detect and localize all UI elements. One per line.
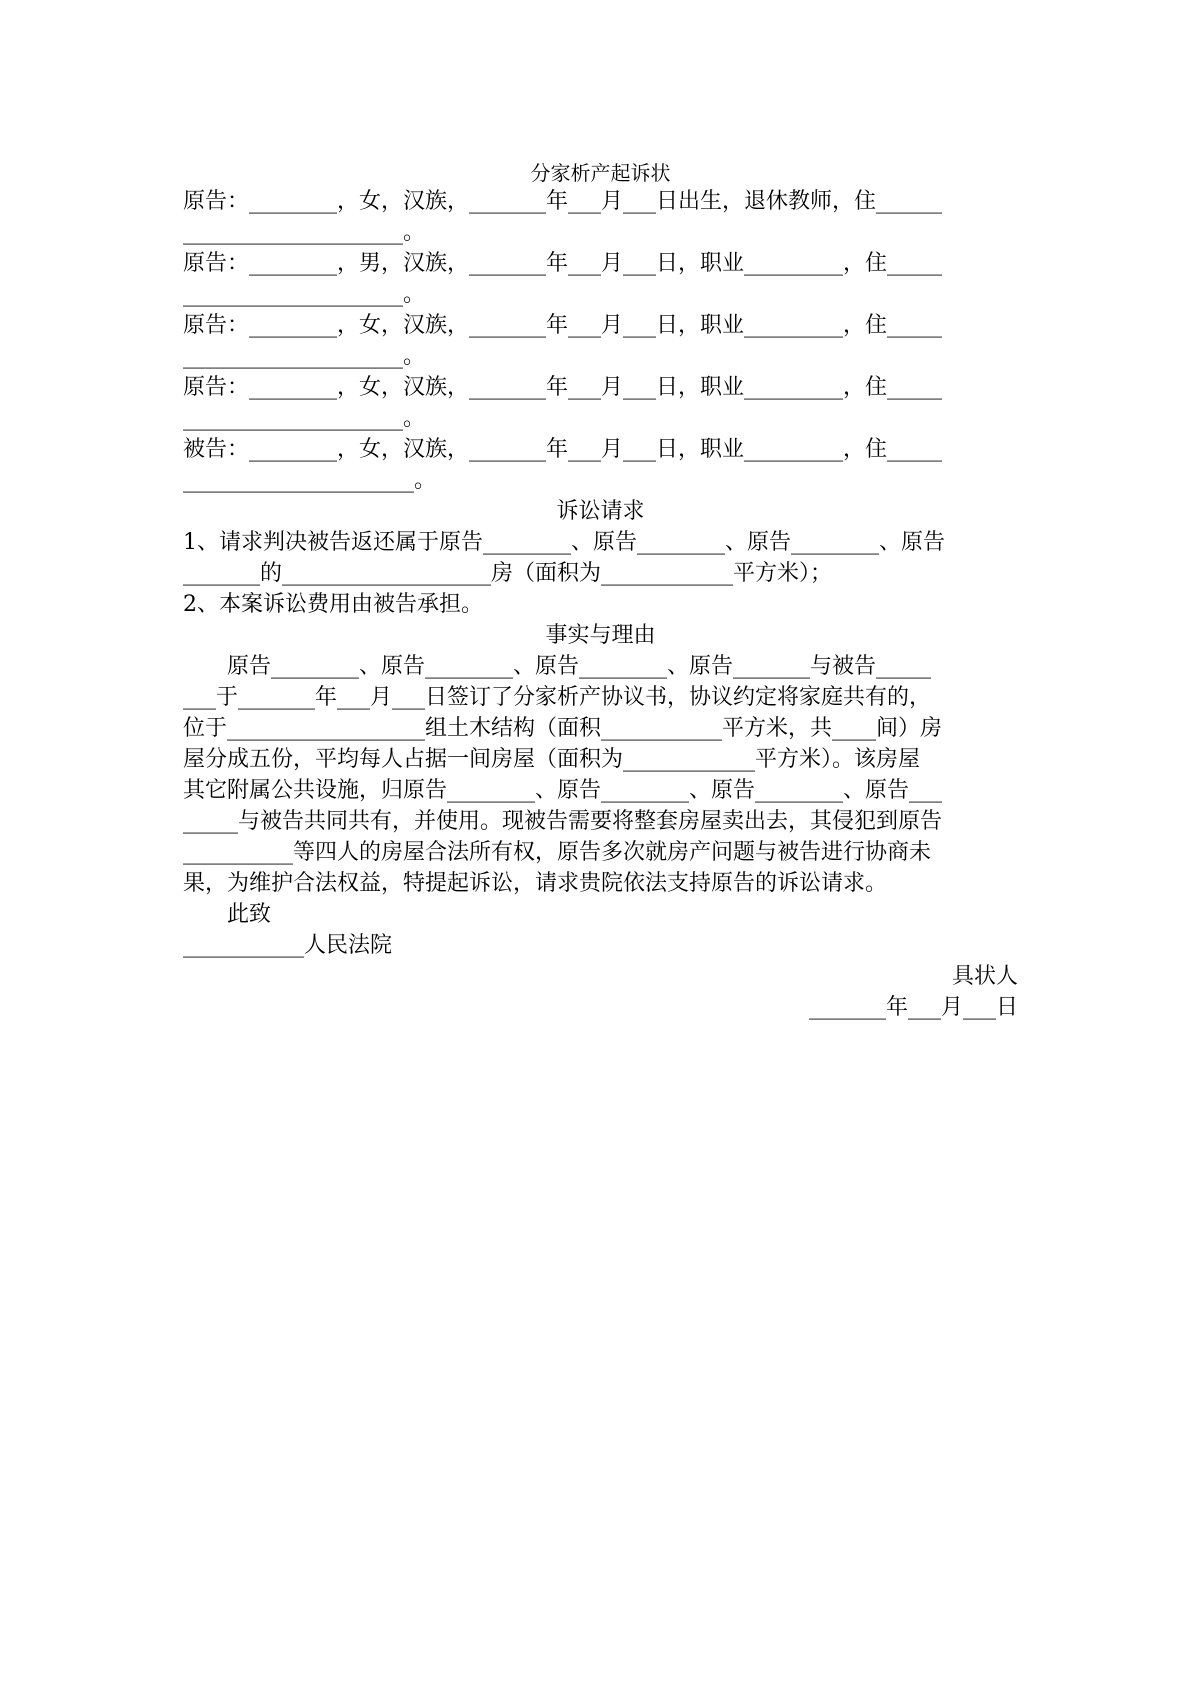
signature-date: _______年___月___日	[808, 995, 1018, 1020]
party-line-continued: ____________________。	[183, 282, 426, 307]
party-line-continued: ____________________。	[183, 344, 426, 369]
facts-line: 果，为维护合法权益，特提起诉讼，请求贵院依法支持原告的诉讼请求。	[183, 871, 888, 896]
party-line: 原告：________，女，汉族，_______年___月___日出生，退休教师，住______	[183, 189, 943, 214]
document-body	[183, 160, 1018, 1023]
party-line: 原告：________，女，汉族，_______年___月___日，职业_________，住_____	[183, 313, 943, 338]
facts-line: 位于__________________组土木结构（面积___________平方米，共____间）房	[183, 716, 943, 741]
closing-line: 此致	[227, 902, 272, 927]
facts-line: 原告________、原告________、原告________、原告_______与被告_____	[227, 654, 932, 679]
party-line: 原告：________，男，汉族，_______年___月___日，职业_________，住_____	[183, 251, 943, 276]
claim-line: 1、请求判决被告返还属于原告________、原告________、原告________、原告	[183, 530, 945, 555]
defendant-line: 被告：________，女，汉族，_______年___月___日，职业_________，住_____	[183, 437, 943, 462]
signer-label: 具状人	[951, 964, 1018, 989]
facts-heading: 事实与理由	[545, 623, 656, 648]
facts-line: 屋分成五份，平均每人占据一间房屋（面积为____________平方米）。该房屋	[183, 747, 921, 772]
facts-line: _____与被告共同共有，并使用。现被告需要将整套房屋卖出去，其侵犯到原告	[183, 809, 943, 834]
party-line-continued: ____________________。	[183, 406, 426, 431]
party-line: 原告：________，女，汉族，_______年___月___日，职业_________，住_____	[183, 375, 943, 400]
court-line: ___________人民法院	[183, 933, 393, 958]
facts-line: 其它附属公共设施，归原告________、原告________、原告________、原告___	[183, 778, 943, 803]
claim-line: 2、本案诉讼费用由被告承担。	[183, 592, 483, 617]
facts-line: ___于_______年___月___日签订了分家析产协议书，协议约定将家庭共有的，	[183, 685, 932, 710]
document-title: 分家析产起诉状	[530, 161, 671, 185]
defendant-line-continued: _____________________。	[183, 468, 437, 493]
party-line-continued: ____________________。	[183, 220, 426, 245]
facts-line: __________等四人的房屋合法所有权，原告多次就房产问题与被告进行协商未	[183, 840, 932, 865]
claim-line: _______的___________________房（面积为____________平方米）；	[183, 561, 833, 586]
claims-heading: 诉讼请求	[556, 499, 645, 524]
